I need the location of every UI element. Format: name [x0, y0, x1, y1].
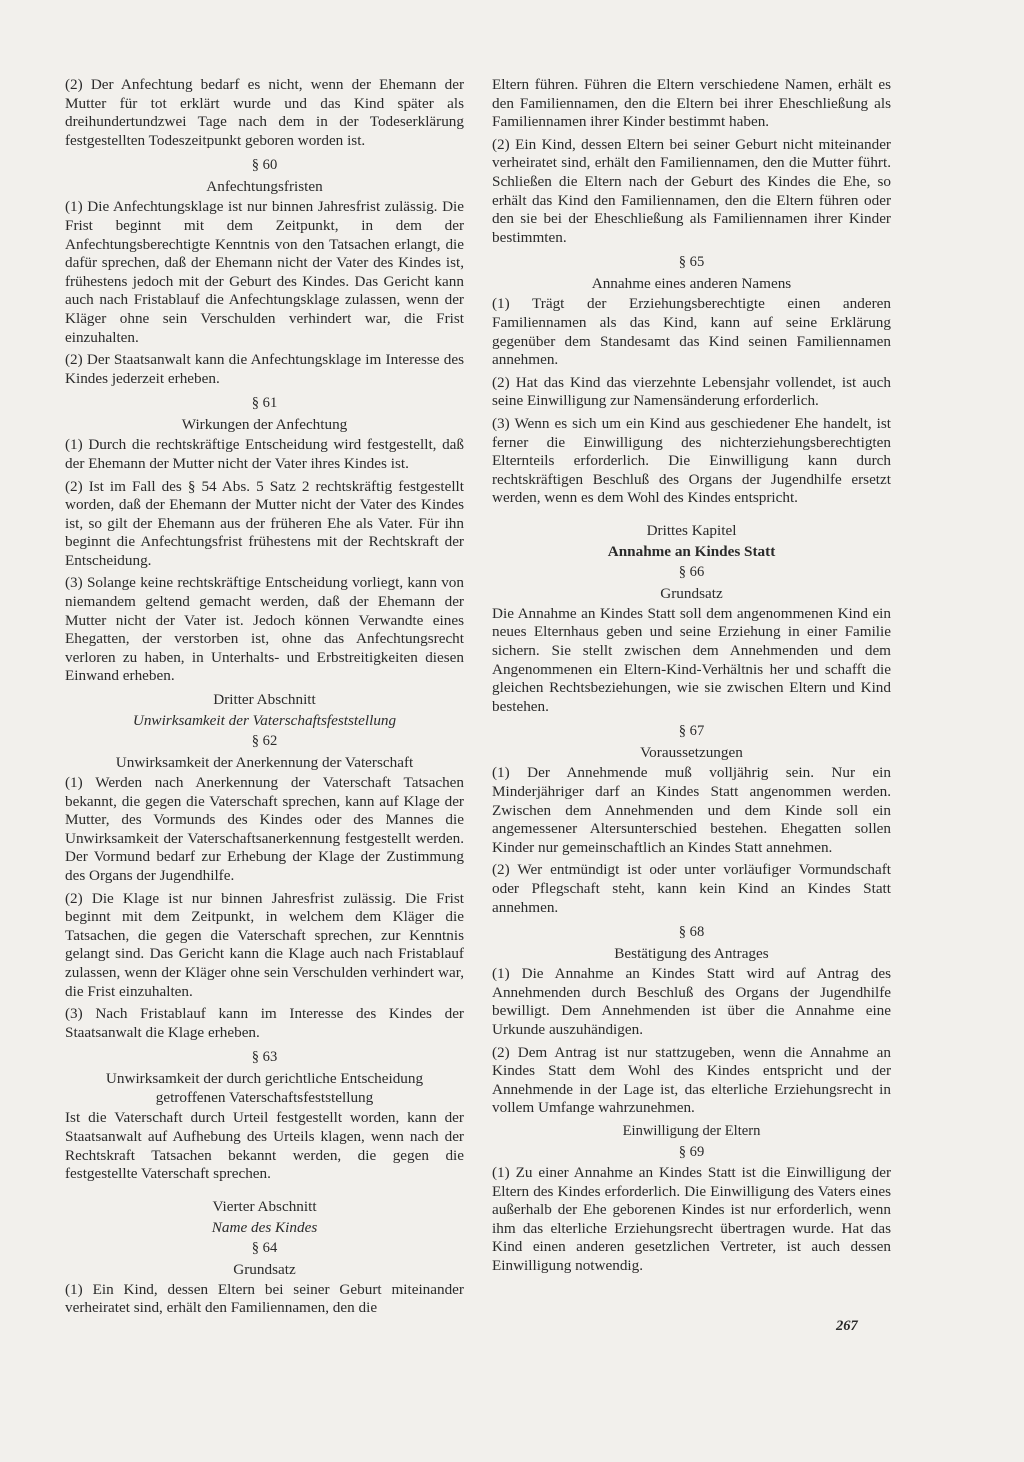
paragraph-64-2: (2) Ein Kind, dessen Eltern bei seiner Geburt nicht miteinander verheiratet sind, erhält den Familiennamen, den die Mutter führt. Schließen die Eltern nach der Geburt des Kindes die Ehe, so erhält das Kind den Familiennamen, den die Eltern führen oder den sie bei der Eheschließung als Familiennamen ihrer Kinder bestimmten.	[492, 135, 891, 246]
section-67-title: Voraussetzungen	[640, 744, 743, 762]
section-61-heading: § 61	[251, 395, 278, 412]
paragraph-68-1: (1) Die Annahme an Kindes Statt wird auf Antrag des Annehmenden durch Beschluß des Organs der Jugendhilfe bewilligt. Dem Annehmenden ist über die Annahme eine Urkunde auszuhändigen.	[492, 965, 891, 1038]
paragraph-67-2: (2) Wer entmündigt ist oder unter vorläufiger Vormundschaft oder Pflegschaft steht, kann kein Kind an Kindes Statt annehmen.	[492, 861, 891, 916]
spacer	[492, 512, 891, 521]
paragraph-65-3: (3) Wenn es sich um ein Kind aus geschiedener Ehe handelt, ist ferner die Einwilligung des nichterziehungsberechtigten Elternteils erforderlich. Die Einwilligung kann durch rechtskräftigen Beschluß des Organs der Jugendhilfe ersetzt werden, wenn es dem Wohl des Kindes entspricht.	[492, 414, 891, 507]
paragraph-65-2: (2) Hat das Kind das vierzehnte Lebensjahr vollendet, ist auch seine Einwilligung zur Namensänderung erforderlich.	[492, 373, 891, 410]
abschnitt-4-title: Name des Kindes	[211, 1218, 318, 1236]
section-61-title: Wirkungen der Anfechtung	[181, 416, 348, 434]
right-column	[492, 76, 891, 1280]
section-65-title: Annahme eines anderen Namens	[591, 275, 792, 293]
abschnitt-3-title: Unwirksamkeit der Vaterschaftsfeststellung	[132, 712, 397, 730]
section-68-title: Bestätigung des Antrages	[614, 945, 769, 963]
section-60-title: Anfechtungsfristen	[206, 178, 323, 196]
paragraph-67-1: (1) Der Annehmende muß volljährig sein. Nur ein Minderjähriger darf an Kindes Statt angenommen werden. Zwischen dem Annehmenden und dem Kinde soll ein angemessener Altersunterschied bestehen. Ehegatten sollen Kinder nur gemeinschaftlich an Kindes Statt annehmen.	[492, 764, 891, 856]
section-68-heading: § 68	[678, 924, 705, 941]
abschnitt-4-heading: Vierter Abschnitt	[212, 1197, 317, 1215]
section-69-heading: § 69	[678, 1143, 705, 1160]
paragraph-63: Ist die Vaterschaft durch Urteil festgestellt worden, kann der Staatsanwalt auf Aufhebung des Urteils klagen, wenn nach der Rechtskraft Tatsachen bekannt werden, die gegen die festgestellte Vaterschaft sprechen.	[65, 1109, 464, 1183]
section-67-heading: § 67	[678, 723, 705, 740]
left-column	[65, 76, 464, 1322]
page-number: 267	[836, 1318, 858, 1334]
paragraph-60-2: (2) Der Staatsanwalt kann die Anfechtungsklage im Interesse des Kindes jederzeit erheben.	[65, 351, 464, 387]
paragraph-64-1-continued: Eltern führen. Führen die Eltern verschiedene Namen, erhält es den Familiennamen, den die Eltern bei ihrer Eheschließung als Familiennamen ihrer Kinder bestimmt haben.	[492, 76, 891, 131]
paragraph-62-3: (3) Nach Fristablauf kann im Interesse des Kindes der Staatsanwalt die Klage erheben.	[65, 1005, 464, 1041]
paragraph-61-3: (3) Solange keine rechtskräftige Entscheidung vorliegt, kann von niemandem geltend gemacht werden, daß der Ehemann der Mutter nicht der Vater ist. Jedoch können Verwandte eines Ehegatten, der verstorben ist, ohne das Anfechtungsrecht verloren zu haben, in Unterhalts- und Erbstreitigkeiten diesen Einwand erheben.	[65, 574, 464, 685]
section-60-heading: § 60	[251, 157, 278, 174]
spacer	[65, 1188, 464, 1197]
section-64-heading: § 64	[251, 1239, 278, 1256]
section-69-title: Einwilligung der Eltern	[622, 1122, 761, 1139]
section-62-heading: § 62	[251, 733, 278, 750]
section-66-title: Grundsatz	[660, 584, 723, 602]
paragraph-65-1: (1) Trägt der Erziehungsberechtigte einen anderen Familiennamen als das Kind, kann auf seine Erklärung gegenüber dem Standesamt das Kind seinen Familiennamen annehmen.	[492, 295, 891, 369]
section-63-title-line-2: getroffenen Vaterschaftsfeststellung	[155, 1089, 374, 1107]
section-66-heading: § 66	[678, 563, 705, 580]
paragraph-60-1: (1) Die Anfechtungsklage ist nur binnen Jahresfrist zulässig. Die Frist beginnt mit dem Zeitpunkt, in dem der Anfechtungsberechtigte Kenntnis von den Tatsachen erlangt, die dafür sprechen, daß der Ehemann nicht der Vater des Kindes ist, frühestens jedoch mit der Geburt des Kindes. Das Gericht kann auch nach Fristablauf die Anfechtungsklage zulassen, wenn der Kläger ohne sein Verschulden verhindert war, die Frist einzuhalten.	[65, 198, 464, 346]
paragraph-61-1: (1) Durch die rechtskräftige Entscheidung wird festgestellt, daß der Ehemann der Mutter nicht der Vater ihres Kindes ist.	[65, 436, 464, 472]
paragraph-61-2: (2) Ist im Fall des § 54 Abs. 5 Satz 2 rechtskräftig festgestellt worden, daß der Ehemann der Mutter nicht der Vater des Kindes ist, so gilt der Ehemann aus der früheren Ehe als Vater. Für ihn beginnt die Anfechtungsfrist frühestens mit der Rechtskraft der Entscheidung.	[65, 477, 464, 569]
abschnitt-3-heading: Dritter Abschnitt	[213, 691, 316, 709]
paragraph-59-2: (2) Der Anfechtung bedarf es nicht, wenn der Ehemann der Mutter für tot erklärt wurde und das Kind später als dreihundertundzwei Tage nach dem in der Todeserklärung festgestellten Todeszeitpunkt geboren worden ist.	[65, 76, 464, 149]
section-62-title: Unwirksamkeit der Anerkennung der Vaterschaft	[115, 754, 414, 772]
section-63-heading: § 63	[251, 1049, 278, 1066]
kapitel-3-heading: Drittes Kapitel	[646, 521, 737, 539]
paragraph-69-1: (1) Zu einer Annahme an Kindes Statt ist die Einwilligung der Eltern des Kindes erforderlich. Die Einwilligung des Vaters eines außerhalb der Ehe geborenen Kindes ist nur erforderlich, wenn ihm das elterliche Erziehungsrecht übertragen wurde. Hat das Kind einen anderen gesetzlichen Vertreter, ist auch dessen Einwilligung notwendig.	[492, 1163, 891, 1274]
paragraph-64-1: (1) Ein Kind, dessen Eltern bei seiner Geburt miteinander verheiratet sind, erhält den Familiennamen, den die	[65, 1280, 464, 1317]
paragraph-62-1: (1) Werden nach Anerkennung der Vaterschaft Tatsachen bekannt, die gegen die Vaterschaft sprechen, kann auf Klage der Mutter, des Vormunds des Kindes oder des Mannes die Unwirksamkeit der Vaterschaftsanerkennung festgestellt werden. Der Vormund bedarf zur Erhebung der Klage der Zustimmung des Organs der Jugendhilfe.	[65, 774, 464, 884]
section-64-title: Grundsatz	[233, 1260, 296, 1278]
paragraph-62-2: (2) Die Klage ist nur binnen Jahresfrist zulässig. Die Frist beginnt mit dem Zeitpunkt, in welchem dem Kläger die Tatsachen, die gegen die Vaterschaft sprechen, zur Kenntnis gelangt sind. Das Gericht kann die Klage auch nach Fristablauf zulassen, wenn der Kläger ohne sein Verschulden verhindert war, die Frist einzuhalten.	[65, 889, 464, 1000]
paragraph-66: Die Annahme an Kindes Statt soll dem angenommenen Kind ein neues Elternhaus geben und seine Erziehung in einer Familie sichern. Sie stellt zwischen dem Annehmenden und dem Angenommenen ein Eltern-Kind-Verhältnis her und schafft die gleichen Rechtsbeziehungen, wie sie zwischen Eltern und Kind bestehen.	[492, 604, 891, 715]
section-65-heading: § 65	[678, 254, 705, 271]
paragraph-68-2: (2) Dem Antrag ist nur stattzugeben, wenn die Annahme an Kindes Statt dem Wohl des Kindes entspricht und der Annehmende in der Lage ist, das elterliche Erziehungsrecht in vollem Umfange wahrzunehmen.	[492, 1043, 891, 1117]
kapitel-3-title: Annahme an Kindes Statt	[607, 542, 776, 560]
section-63-title-line-1: Unwirksamkeit der durch gerichtliche Entscheidung	[105, 1070, 424, 1088]
